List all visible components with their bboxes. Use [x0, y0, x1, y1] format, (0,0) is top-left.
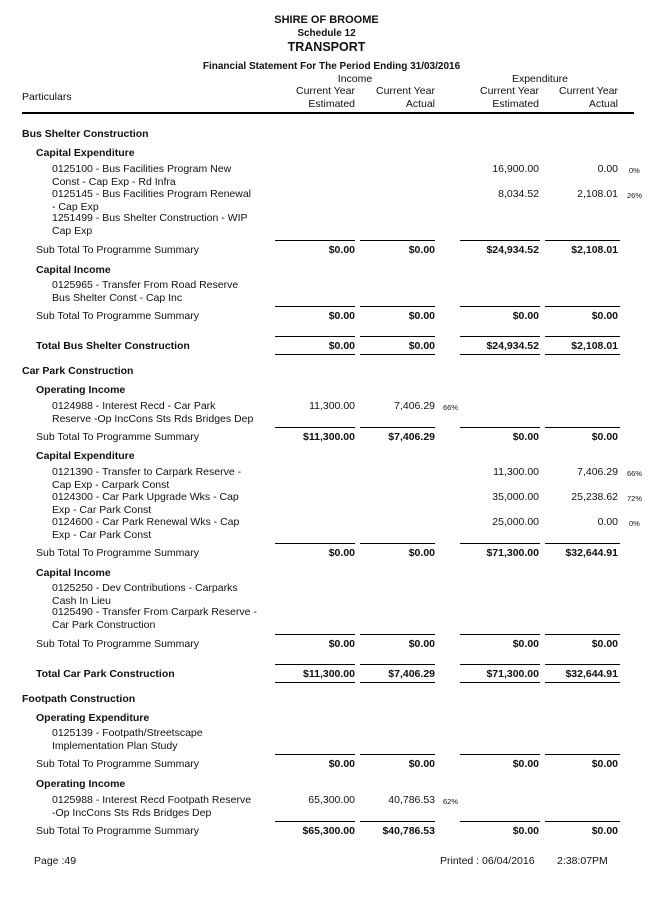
inc-est-h2: Estimated [308, 98, 355, 110]
exp-act-value: 7,406.29 [577, 466, 618, 478]
total-exp-est: $71,300.00 [486, 668, 539, 680]
exp-act-h1: Current Year [559, 85, 618, 97]
total-rule [275, 664, 355, 665]
section-title: Footpath Construction [22, 693, 136, 705]
line-item-desc: 0125965 - Transfer From Road Reserve Bus Shelter Const - Cap Inc [52, 279, 239, 304]
exp-est-h2: Estimated [492, 98, 539, 110]
sub-rule [275, 754, 355, 755]
subtotal-inc-est: $0.00 [328, 547, 355, 559]
inc-act-h2: Actual [405, 98, 435, 110]
total-rule [545, 336, 620, 337]
subtotal-exp-act: $2,108.01 [571, 244, 618, 256]
sub-rule [460, 821, 540, 822]
sub-rule [360, 306, 435, 307]
sub-rule [360, 754, 435, 755]
exp-est-value: 8,034.52 [498, 188, 539, 200]
subtotal-label: Sub Total To Programme Summary [36, 825, 200, 837]
schedule-label: Schedule 12 [297, 28, 356, 39]
subtotal-label: Sub Total To Programme Summary [36, 431, 200, 443]
sub-rule [275, 821, 355, 822]
total-underline [545, 682, 620, 683]
sub-rule [275, 306, 355, 307]
particulars-header: Particulars [22, 91, 72, 103]
org-name: SHIRE OF BROOME [274, 14, 379, 26]
sub-rule [545, 427, 620, 428]
sub-rule [275, 427, 355, 428]
percent-value: 0% [629, 166, 640, 175]
header-rule [22, 112, 634, 114]
sub-rule [545, 821, 620, 822]
subtotal-exp-est: $0.00 [512, 825, 539, 837]
subtotal-inc-est: $0.00 [328, 310, 355, 322]
subtotal-exp-act: $0.00 [591, 758, 618, 770]
subtotal-label: Sub Total To Programme Summary [36, 310, 200, 322]
line-item-desc: 0125145 - Bus Facilities Program Renewal - Cap Exp [52, 188, 252, 213]
line-item-desc: 0125490 - Transfer From Carpark Reserve - Car Park Construction [52, 606, 257, 631]
group-heading: Operating Income [36, 384, 126, 396]
group-heading: Operating Income [36, 778, 126, 790]
subtotal-inc-est: $0.00 [328, 638, 355, 650]
total-underline [460, 682, 540, 683]
subtotal-exp-est: $24,934.52 [486, 244, 539, 256]
inc-act-value: 7,406.29 [394, 400, 435, 412]
subtotal-inc-est: $0.00 [328, 758, 355, 770]
percent-value: 62% [443, 797, 459, 806]
subtotal-label: Sub Total To Programme Summary [36, 638, 200, 650]
exp-est-value: 25,000.00 [492, 516, 539, 528]
sub-rule [275, 543, 355, 544]
inc-act-h1: Current Year [376, 85, 435, 97]
total-rule [460, 664, 540, 665]
sub-rule [545, 543, 620, 544]
sub-rule [545, 306, 620, 307]
sub-rule [360, 240, 435, 241]
subtotal-exp-est: $71,300.00 [486, 547, 539, 559]
page-title: TRANSPORT [287, 40, 366, 54]
subtotal-exp-act: $0.00 [591, 310, 618, 322]
line-item-desc: 0121390 - Transfer to Carpark Reserve - Cap Exp - Carpark Const [52, 466, 242, 491]
subtotal-label: Sub Total To Programme Summary [36, 758, 200, 770]
subtotal-inc-act: $40,786.53 [382, 825, 435, 837]
sub-rule [460, 427, 540, 428]
total-exp-act: $2,108.01 [571, 340, 618, 352]
sub-rule [460, 754, 540, 755]
percent-value: 72% [627, 494, 643, 503]
total-label: Total Car Park Construction [36, 668, 175, 680]
sub-rule [360, 427, 435, 428]
total-underline [275, 682, 355, 683]
total-rule [545, 664, 620, 665]
total-inc-est: $11,300.00 [303, 668, 355, 680]
percent-value: 26% [627, 191, 643, 200]
subtotal-exp-est: $0.00 [512, 310, 539, 322]
exp-act-value: 2,108.01 [577, 188, 618, 200]
subtotal-label: Sub Total To Programme Summary [36, 547, 200, 559]
exp-est-h1: Current Year [480, 85, 539, 97]
line-item-desc: 0125139 - Footpath/Streetscape Implementation Plan Study [52, 727, 203, 752]
inc-est-value: 11,300.00 [309, 400, 355, 412]
line-item-desc: 0124988 - Interest Recd - Car Park Reserve -Op IncCons Sts Rds Bridges Dep [52, 400, 254, 425]
sub-rule [545, 634, 620, 635]
subtotal-exp-est: $0.00 [512, 758, 539, 770]
page-number: Page :49 [34, 855, 77, 867]
total-underline [360, 682, 435, 683]
total-rule [360, 336, 435, 337]
section-title: Bus Shelter Construction [22, 128, 149, 140]
percent-value: 0% [629, 519, 640, 528]
percent-value: 66% [627, 469, 643, 478]
subtotal-inc-act: $0.00 [408, 638, 435, 650]
subtotal-exp-act: $0.00 [591, 638, 618, 650]
total-underline [360, 354, 435, 355]
sub-rule [460, 543, 540, 544]
total-rule [460, 336, 540, 337]
group-heading: Capital Expenditure [36, 147, 135, 159]
exp-act-value: 0.00 [597, 163, 618, 175]
subtotal-inc-est: $11,300.00 [303, 431, 355, 443]
sub-rule [460, 306, 540, 307]
subtotal-exp-act: $32,644.91 [565, 547, 618, 559]
total-exp-act: $32,644.91 [565, 668, 618, 680]
total-rule [360, 664, 435, 665]
subtotal-label: Sub Total To Programme Summary [36, 244, 200, 256]
exp-act-h2: Actual [588, 98, 618, 110]
sub-rule [545, 754, 620, 755]
inc-act-value: 40,786.53 [388, 794, 435, 806]
total-underline [460, 354, 540, 355]
expenditure-header: Expenditure [511, 73, 569, 85]
total-underline [545, 354, 620, 355]
sub-rule [275, 634, 355, 635]
printed-time: 2:38:07PM [557, 855, 608, 867]
exp-act-value: 0.00 [597, 516, 618, 528]
exp-act-value: 25,238.62 [571, 491, 618, 503]
total-inc-act: $0.00 [408, 340, 435, 352]
income-header: Income [337, 73, 373, 85]
subtotal-inc-est: $0.00 [328, 244, 355, 256]
sub-rule [360, 543, 435, 544]
total-underline [275, 354, 355, 355]
total-label: Total Bus Shelter Construction [36, 340, 190, 352]
subtotal-inc-act: $7,406.29 [388, 431, 435, 443]
sub-rule [360, 821, 435, 822]
line-item-desc: 0124300 - Car Park Upgrade Wks - Cap Exp - Car Park Const [52, 491, 239, 516]
subtotal-exp-act: $0.00 [591, 431, 618, 443]
line-item-desc: 1251499 - Bus Shelter Construction - WIP Cap Exp [52, 212, 248, 237]
group-heading: Capital Income [36, 264, 111, 276]
sub-rule [545, 240, 620, 241]
line-item-desc: 0124600 - Car Park Renewal Wks - Cap Exp - Car Park Const [52, 516, 240, 541]
subtotal-inc-est: $65,300.00 [302, 825, 355, 837]
section-title: Car Park Construction [22, 365, 134, 377]
subtotal-exp-est: $0.00 [512, 431, 539, 443]
exp-est-value: 16,900.00 [492, 163, 539, 175]
total-exp-est: $24,934.52 [486, 340, 539, 352]
subtotal-inc-act: $0.00 [408, 547, 435, 559]
group-heading: Capital Income [36, 567, 111, 579]
subtotal-inc-act: $0.00 [408, 310, 435, 322]
exp-est-value: 11,300.00 [493, 466, 539, 478]
subtotal-inc-act: $0.00 [408, 758, 435, 770]
subtotal-exp-est: $0.00 [512, 638, 539, 650]
printed-date: Printed : 06/04/2016 [440, 855, 535, 867]
subtotal-inc-act: $0.00 [408, 244, 435, 256]
group-heading: Operating Expenditure [36, 712, 150, 724]
sub-rule [360, 634, 435, 635]
line-item-desc: 0125100 - Bus Facilities Program New Const - Cap Exp - Rd Infra [52, 163, 232, 188]
statement-title: Financial Statement For The Period Ending 31/03/2016 [202, 61, 461, 72]
total-inc-act: $7,406.29 [388, 668, 435, 680]
total-rule [275, 336, 355, 337]
line-item-desc: 0125988 - Interest Recd Footpath Reserve -Op IncCons Sts Rds Bridges Dep [52, 794, 252, 819]
total-inc-est: $0.00 [328, 340, 355, 352]
sub-rule [275, 240, 355, 241]
percent-value: 66% [443, 403, 459, 412]
line-item-desc: 0125250 - Dev Contributions - Carparks Cash In Lieu [52, 582, 238, 607]
sub-rule [460, 240, 540, 241]
exp-est-value: 35,000.00 [492, 491, 539, 503]
subtotal-exp-act: $0.00 [591, 825, 618, 837]
inc-est-value: 65,300.00 [308, 794, 355, 806]
group-heading: Capital Expenditure [36, 450, 135, 462]
sub-rule [460, 634, 540, 635]
inc-est-h1: Current Year [296, 85, 355, 97]
